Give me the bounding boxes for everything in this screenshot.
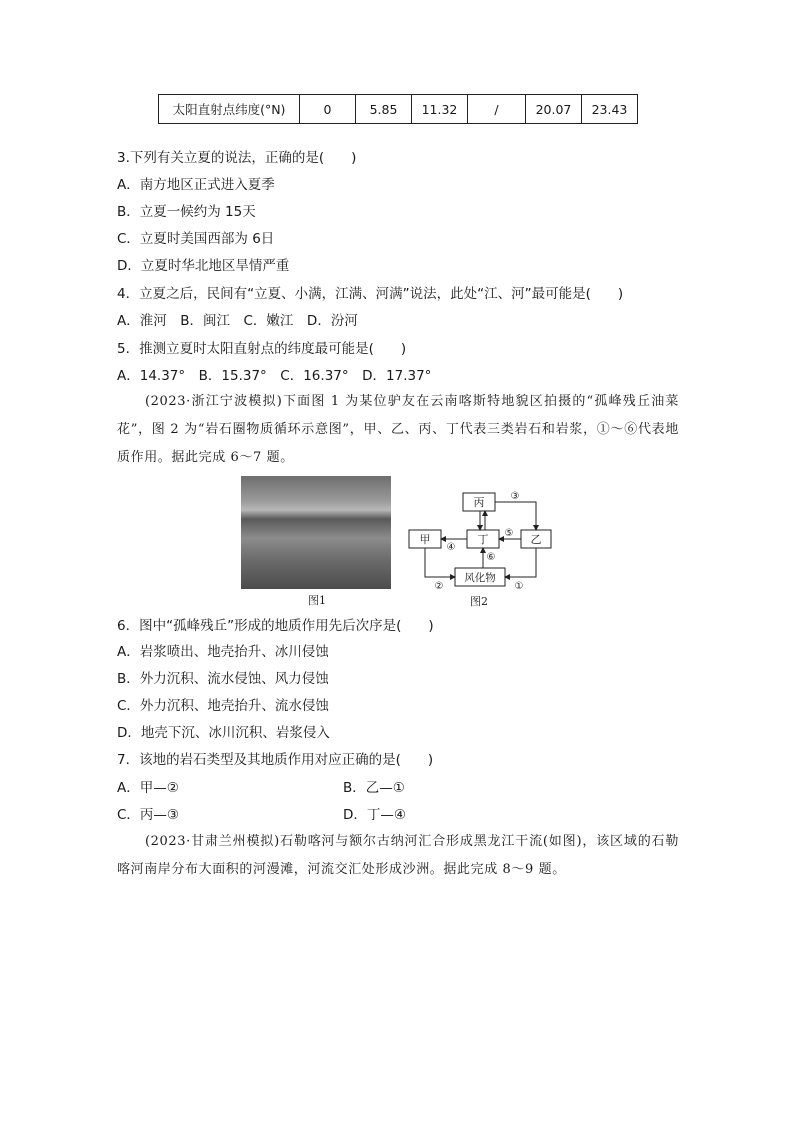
- q3-stem: 3.下列有关立夏的说法，正确的是( ): [117, 150, 357, 166]
- figure-2-caption: 图2: [470, 595, 488, 608]
- table-row-label: 太阳直射点纬度(°N): [159, 95, 300, 124]
- q3-option-c: C．立夏时美国西部为 6日: [117, 231, 275, 247]
- table-cell: 11.32: [412, 95, 468, 124]
- marker-3: ③: [510, 491, 520, 502]
- q6-option-b: B．外力沉积、流水侵蚀、风力侵蚀: [117, 671, 329, 687]
- label-ding: 丁: [477, 533, 489, 546]
- q3-option-d: D．立夏时华北地区旱情严重: [117, 258, 290, 274]
- table-cell: /: [468, 95, 526, 124]
- q6-option-c: C．外力沉积、地壳抬升、流水侵蚀: [117, 698, 329, 714]
- q7-option-c: C．丙—③: [117, 807, 180, 823]
- q7-stem: 7．该地的岩石类型及其地质作用对应正确的是( ): [117, 752, 434, 768]
- q7-option-d: D．丁—④: [343, 807, 406, 823]
- q4-options: A．淮河 B．闽江 C．嫩江 D．汾河: [117, 313, 358, 329]
- q5-stem: 5．推测立夏时太阳直射点的纬度最可能是( ): [117, 341, 407, 357]
- marker-6: ⑥: [486, 552, 496, 563]
- q6-option-d: D．地壳下沉、冰川沉积、岩浆侵入: [117, 725, 330, 741]
- table-cell: 0: [300, 95, 356, 124]
- marker-4: ④: [446, 542, 456, 553]
- intro-paragraph-2: (2023·甘肃兰州模拟)石勒喀河与额尔古纳河汇合形成黑龙江干流(如图)，该区域的石勒喀河南岸分布大面积的河漫滩，河流交汇处形成沙洲。据此完成 8～9 题。: [117, 834, 679, 877]
- table-cell: 5.85: [356, 95, 412, 124]
- intro-paragraph-1: (2023·浙江宁波模拟)下面图 1 为某位驴友在云南喀斯特地貌区拍摄的“孤峰残丘油菜花”，图 2 为“岩石圈物质循环示意图”，甲、乙、丙、丁代表三类岩石和岩浆，①～⑥代表地质作用。据此完成 6～7 题。: [117, 394, 679, 465]
- table-row: [159, 95, 638, 124]
- rock-cycle-diagram: [405, 488, 555, 594]
- label-weathering: 风化物: [464, 572, 496, 584]
- q7-option-a: A．甲—②: [117, 780, 179, 796]
- label-jia: 甲: [419, 533, 431, 546]
- q6-option-a: A．岩浆喷出、地壳抬升、冰川侵蚀: [117, 644, 329, 660]
- q6-stem: 6．图中“孤峰残丘”形成的地质作用先后次序是( ): [117, 618, 434, 634]
- marker-1: ①: [514, 581, 524, 592]
- q7-option-b: B．乙—①: [343, 780, 405, 796]
- karst-landscape-photo: [241, 476, 391, 589]
- label-yi: 乙: [530, 533, 542, 546]
- marker-5: ⑤: [504, 528, 514, 539]
- table-cell: 20.07: [526, 95, 582, 124]
- q5-options: A．14.37° B．15.37° C．16.37° D．17.37°: [117, 368, 432, 384]
- figure-1-caption: 图1: [308, 594, 326, 607]
- q3-option-b: B．立夏一候约为 15天: [117, 204, 256, 220]
- label-bing: 丙: [473, 496, 485, 509]
- latitude-table: [158, 94, 638, 124]
- q3-option-a: A．南方地区正式进入夏季: [117, 177, 275, 193]
- q4-stem: 4．立夏之后，民间有“立夏、小满，江满、河满”说法，此处“江、河”最可能是( ): [117, 286, 624, 302]
- table-cell: 23.43: [582, 95, 638, 124]
- marker-2: ②: [434, 581, 444, 592]
